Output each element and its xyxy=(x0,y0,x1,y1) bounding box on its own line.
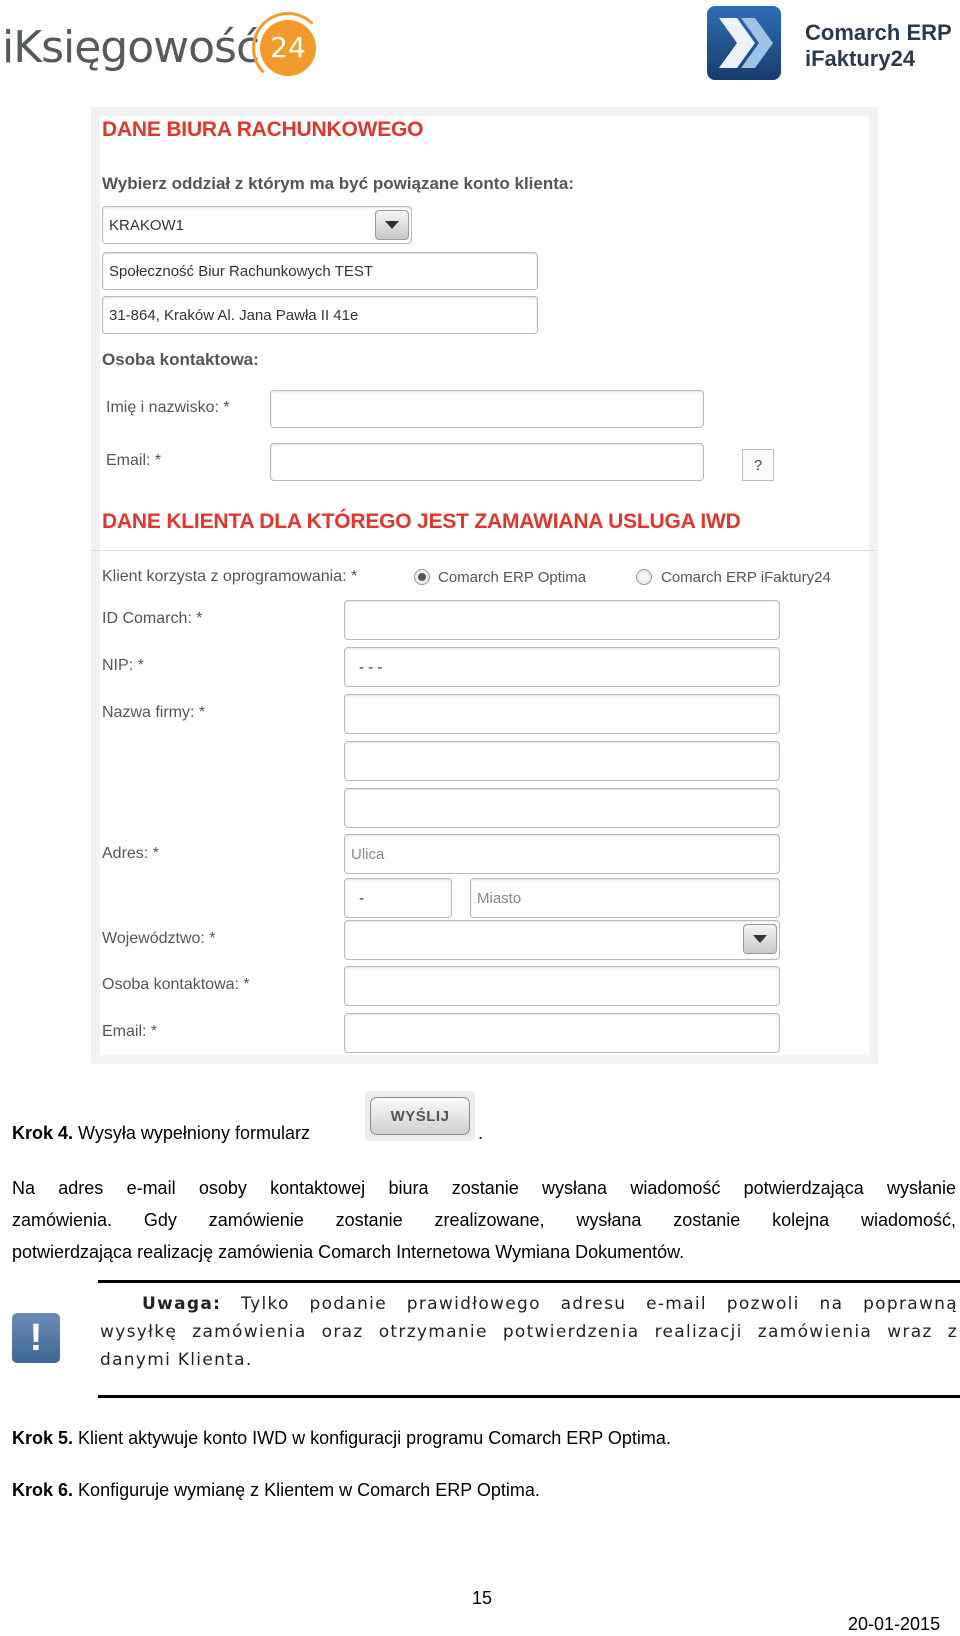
step5-text: Klient aktywuje konto IWD w konfiguracji programu Comarch ERP Optima. xyxy=(78,1428,671,1448)
voivodeship-select[interactable] xyxy=(344,920,780,960)
iwd-order-form xyxy=(91,107,878,1064)
radio-ifaktury[interactable] xyxy=(636,569,652,585)
step6-text: Konfiguruje wymianę z Klientem w Comarch ERP Optima. xyxy=(78,1480,540,1500)
note-line-3: danymi Klienta. xyxy=(100,1350,253,1370)
step4-text: Wysyła wypełniony formularz xyxy=(78,1123,310,1143)
name-label: Imię i nazwisko: * xyxy=(106,399,230,416)
radio-optima-label: Comarch ERP Optima xyxy=(438,569,587,586)
street-placeholder: Ulica xyxy=(351,845,385,863)
paragraph-line-1: Na adres e-mail osoby kontaktowej biura zostanie wysłana wiadomość potwierdzająca wysłanie xyxy=(12,1178,956,1198)
comarch-erp-label: Comarch ERP xyxy=(805,20,952,45)
step4-label: Krok 4. xyxy=(12,1123,74,1143)
paragraph-line-2: zamówienia. Gdy zamówienie zostanie zrealizowane, wysłana zostanie kolejna wiadomość, xyxy=(12,1210,956,1230)
software-label: Klient korzysta z oprogramowania: * xyxy=(102,568,358,585)
step5-label: Krok 5. xyxy=(12,1428,74,1448)
page-number: 15 xyxy=(472,1588,493,1608)
ifaktury24-label: iFaktury24 xyxy=(805,46,916,71)
step4-line xyxy=(12,1123,310,1144)
company-name-input-2[interactable] xyxy=(344,741,780,781)
send-button-image xyxy=(365,1091,475,1141)
branch-select-value: KRAKOW1 xyxy=(109,216,185,234)
iksiegowosc-logo-text: iKsięgowość xyxy=(2,22,260,73)
office-address-value: 31-864, Kraków Al. Jana Pawła II 41e xyxy=(109,306,359,324)
city-placeholder: Miasto xyxy=(477,889,522,907)
contact-person-title: Osoba kontaktowa: xyxy=(102,350,259,369)
step6-line xyxy=(12,1480,540,1501)
radio-optima[interactable] xyxy=(414,569,430,585)
exclamation-icon: ! xyxy=(12,1313,60,1363)
note-line-1 xyxy=(100,1290,958,1318)
note-line-1-text: Tylko podanie prawidłowego adresu e-mail pozwoli na poprawną xyxy=(241,1294,958,1314)
step6-label: Krok 6. xyxy=(12,1480,74,1500)
client-contact-label: Osoba kontaktowa: * xyxy=(102,976,250,993)
confirmation-paragraph xyxy=(12,1172,956,1268)
city-input[interactable] xyxy=(470,878,780,918)
branch-dropdown-arrow-icon[interactable] xyxy=(375,210,409,240)
branch-select[interactable] xyxy=(102,206,412,244)
company-name-input-3[interactable] xyxy=(344,788,780,828)
nip-label: NIP: * xyxy=(102,657,144,674)
client-email-input[interactable] xyxy=(344,1013,780,1053)
comarch-ifaktury-logo xyxy=(705,4,955,84)
company-name-label: Nazwa firmy: * xyxy=(102,704,206,721)
note-bottom-rule xyxy=(98,1395,960,1398)
name-input[interactable] xyxy=(270,390,704,428)
nip-mask-value: - - - xyxy=(359,658,383,676)
postcode-input[interactable] xyxy=(344,878,452,918)
street-input[interactable] xyxy=(344,834,780,874)
radio-ifaktury-label: Comarch ERP iFaktury24 xyxy=(661,569,831,586)
client-section-title: DANE KLIENTA DLA KTÓREGO JEST ZAMAWIANA USLUGA IWD xyxy=(102,510,741,533)
client-contact-input[interactable] xyxy=(344,966,780,1006)
client-email-label: Email: * xyxy=(102,1023,158,1040)
postcode-mask-value: - xyxy=(359,889,364,907)
iksiegowosc-logo xyxy=(2,16,322,86)
email-label: Email: * xyxy=(106,452,162,469)
paragraph-line-3: potwierdzająca realizację zamówienia Comarch Internetowa Wymiana Dokumentów. xyxy=(12,1242,685,1262)
id-comarch-input[interactable] xyxy=(344,600,780,640)
note-top-rule xyxy=(98,1280,960,1283)
section-divider xyxy=(92,550,877,551)
branch-prompt: Wybierz oddział z którym ma być powiązane konto klienta: xyxy=(102,174,575,193)
accounting-office-section-title: DANE BIURA RACHUNKOWEGO xyxy=(102,118,424,141)
comarch-chevron-icon xyxy=(705,4,783,82)
office-name-field xyxy=(102,252,538,290)
step4-period: . xyxy=(478,1123,484,1143)
note-text xyxy=(100,1290,958,1374)
id-comarch-label: ID Comarch: * xyxy=(102,610,203,627)
voivodeship-dropdown-arrow-icon[interactable] xyxy=(743,924,777,954)
step5-line xyxy=(12,1428,671,1449)
address-label: Adres: * xyxy=(102,845,159,862)
office-address-field xyxy=(102,296,538,334)
note-line-2: wysyłkę zamówienia oraz otrzymanie potwierdzenia realizacji zamówienia wraz z xyxy=(100,1322,958,1342)
logo-badge-24: 24 xyxy=(260,20,316,76)
voivodeship-label: Województwo: * xyxy=(102,930,216,947)
email-input[interactable] xyxy=(270,443,704,481)
note-bold-label: Uwaga: xyxy=(142,1294,222,1314)
nip-input[interactable] xyxy=(344,647,780,687)
footer-date: 20-01-2015 xyxy=(848,1614,941,1634)
office-name-value: Społeczność Biur Rachunkowych TEST xyxy=(109,262,374,280)
email-help-icon[interactable]: ? xyxy=(742,449,774,481)
send-button-face: WYŚLIJ xyxy=(370,1097,470,1135)
company-name-input-1[interactable] xyxy=(344,694,780,734)
